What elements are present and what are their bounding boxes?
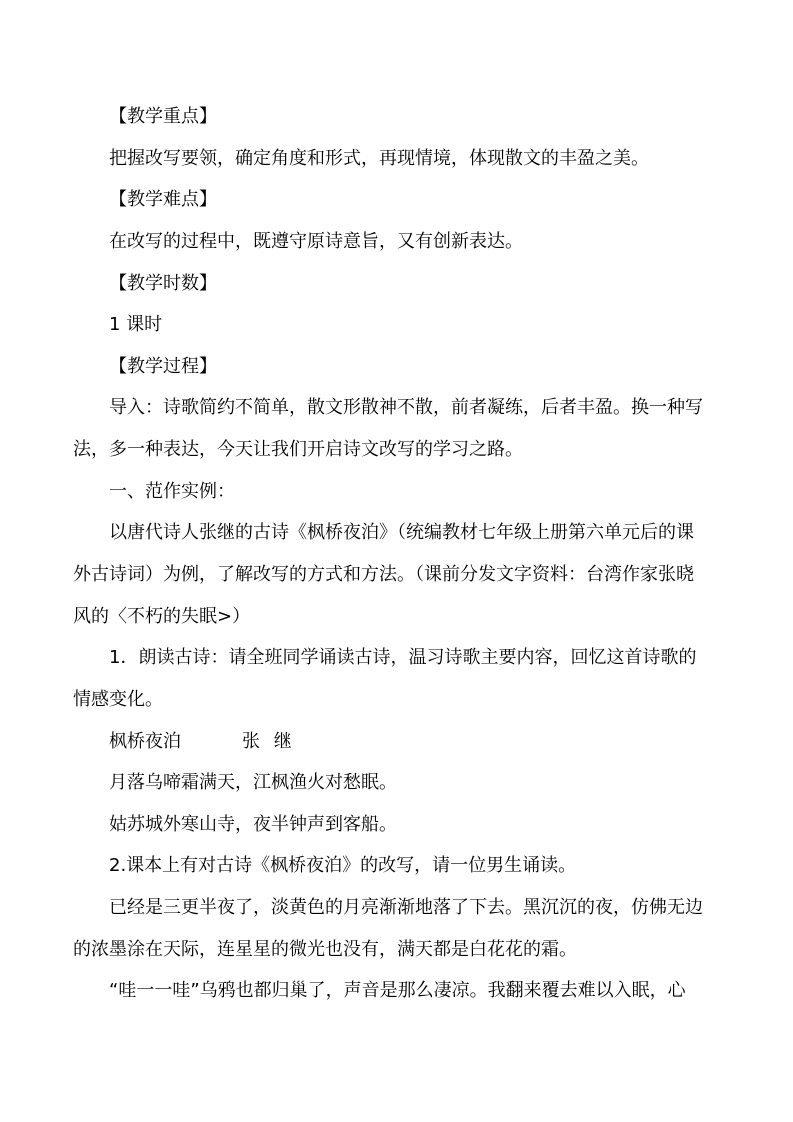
teaching-focus-heading: 【教学重点】 [109, 106, 217, 127]
teaching-focus-text: 把握改写要领，确定角度和形式，再现情境，体现散文的丰盈之美。 [109, 148, 649, 169]
intro-line-2: 法，多一种表达，今天让我们开启诗文改写的学习之路。 [73, 439, 523, 460]
poem-author: 张 继 [242, 731, 296, 752]
poem-title: 枫桥夜泊 [109, 731, 181, 752]
teaching-difficulty-heading: 【教学难点】 [109, 189, 217, 210]
teaching-process-heading: 【教学过程】 [109, 356, 217, 377]
poem-verse-2: 姑苏城外寒山寺，夜半钟声到客船。 [109, 814, 397, 835]
example-line-2: 外古诗词）为例，了解改写的方式和方法。（课前分发文字资料：台湾作家张晓 [73, 564, 694, 585]
rewrite-paragraph-1-line-1: 已经是三更半夜了，淡黄色的月亮渐渐地落了下去。黑沉沉的夜，仿佛无边 [109, 897, 703, 918]
intro-line-1: 导入：诗歌简约不简单，散文形散神不散，前者凝练，后者丰盈。换一种写 [109, 397, 703, 418]
example-line-1: 以唐代诗人张继的古诗《枫桥夜泊》（统编教材七年级上册第六单元后的课 [109, 522, 694, 543]
step2-line-1: 2.课本上有对古诗《枫桥夜泊》的改写，请一位男生诵读。 [109, 855, 577, 876]
step1-line-1: 1．朗读古诗：请全班同学诵读古诗，温习诗歌主要内容，回忆这首诗歌的 [109, 647, 697, 668]
teaching-hours-text: 1 课时 [109, 314, 163, 335]
rewrite-paragraph-2-line-1: “哇一一哇”乌鸦也都归巢了，声音是那么凄凉。我翻来覆去难以入眠，心 [109, 980, 686, 1001]
example-line-3: 风的〈不朽的失眠>） [73, 606, 251, 627]
example-heading: 一、范作实例： [109, 481, 235, 502]
rewrite-paragraph-1-line-2: 的浓墨涂在天际，连星星的微光也没有，满天都是白花花的霜。 [73, 939, 577, 960]
poem-verse-1: 月落乌啼霜满天，江枫渔火对愁眠。 [109, 772, 397, 793]
teaching-difficulty-text: 在改写的过程中，既遵守原诗意旨，又有创新表达。 [109, 231, 523, 252]
teaching-hours-heading: 【教学时数】 [109, 273, 217, 294]
step1-line-2: 情感变化。 [73, 689, 163, 710]
